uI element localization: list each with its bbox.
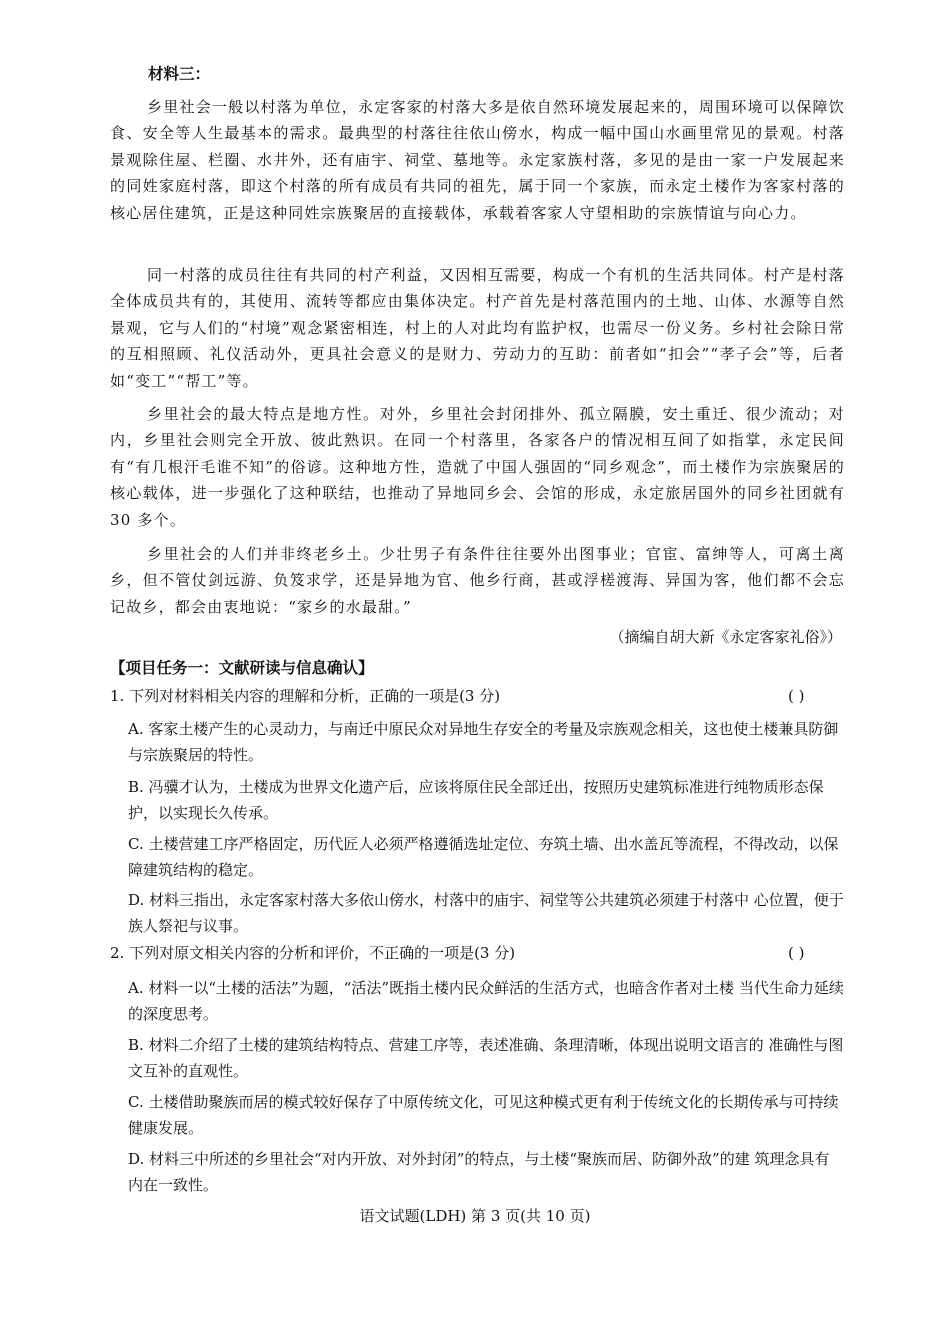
source-citation: （摘编自胡大新《永定客家礼俗》） [609, 628, 842, 646]
question-1-option-d: D. 材料三指出，永定客家村落大多依山傍水，村落中的庙宇、祠堂等公共建筑必须建于村落中 心位置，便于族人祭祀与议事。 [128, 891, 844, 935]
question-1-answer-blank: ( ) [788, 687, 805, 705]
question-1-stem: 1. 下列对材料相关内容的理解和分析，正确的一项是(3 分) [110, 687, 501, 705]
material-paragraph-4: 乡里社会的人们并非终老乡土。少壮男子有条件往往要外出图事业；官宦、富绅等人，可离土离乡，但不管仗剑远游、负笈求学，还是异地为官、他乡行商，甚或浮槎渡海、异国为客，他们都不会忘记故乡，都会由衷地说：“家乡的水最甜。” [110, 545, 845, 616]
task-heading: 【项目任务一：文献研读与信息确认】 [110, 658, 374, 677]
material-title: 材料三： [148, 64, 211, 83]
question-2-option-c: C. 土楼借助聚族而居的模式较好保存了中原传统文化，可见这种模式更有利于传统文化的长期传承与可持续健康发展。 [128, 1093, 839, 1137]
question-2-option-b: B. 材料二介绍了土楼的建筑结构特点、营建工序等，表述准确、条理清晰，体现出说明文语言的 准确性与图文互补的直观性。 [128, 1036, 844, 1080]
question-2-stem: 2. 下列对原文相关内容的分析和评价，不正确的一项是(3 分) [110, 944, 516, 962]
material-paragraph-1: 乡里社会一般以村落为单位，永定客家的村落大多是依自然环境发展起来的，周围环境可以保障饮食、安全等人生最基本的需求。最典型的村落往往依山傍水，构成一幅中国山水画里常见的景观。村落景观除住屋、栏圈、水井外，还有庙宇、祠堂、墓地等。永定家族村落，多见的是由一家一户发展起来的同姓家庭村落，即这个村落的所有成员有共同的祖先，属于同一个家族，而永定土楼作为客家村落的核心居住建筑，正是这种同姓宗族聚居的直接载体，承载着客家人守望相助的宗族情谊与向心力。 [110, 98, 845, 222]
question-2-option-d: D. 材料三中所述的乡里社会“对内开放、对外封闭”的特点，与土楼“聚族而居、防御外敌”的建 筑理念具有内在一致性。 [128, 1150, 830, 1194]
question-2-option-a: A. 材料一以“土楼的活法”为题，“活法”既指土楼内民众鲜活的生活方式，也暗含作者对土楼 当代生命力延续的深度思考。 [128, 979, 844, 1023]
question-2-answer-blank: ( ) [788, 944, 805, 962]
material-paragraph-2: 同一村落的成员往往有共同的村产利益，又因相互需要，构成一个有机的生活共同体。村产是村落全体成员共有的，其使用、流转等都应由集体决定。村产首先是村落范围内的土地、山体、水源等自然景观，它与人们的“村境”观念紧密相连，村上的人对此均有监护权，也需尽一份义务。乡村社会除日常的互相照顾、礼仪活动外，更具社会意义的是财力、劳动力的互助：前者如“扣会”“孝子会”等，后者如“变工”“帮工”等。 [110, 266, 845, 390]
page-footer: 语文试题(LDH) 第 3 页(共 10 页) [359, 1207, 591, 1225]
material-paragraph-3: 乡里社会的最大特点是地方性。对外，乡里社会封闭排外、孤立隔膜，安土重迁、很少流动；对内，乡里社会则完全开放、彼此熟识。在同一个村落里，各家各户的情况相互间了如指掌，永定民间有“有几根汗毛谁不知”的俗谚。这种地方性，造就了中国人强固的“同乡观念”，而土楼作为宗族聚居的核心载体，进一步强化了这种联结，也推动了异地同乡会、会馆的形成，永定旅居国外的同乡社团就有 30 多个。 [110, 405, 845, 529]
question-1-option-a: A. 客家土楼产生的心灵动力，与南迁中原民众对异地生存安全的考量及宗族观念相关，这也使土楼兼具防御与宗族聚居的特性。 [128, 720, 839, 764]
question-1-option-b: B. 冯骥才认为，土楼成为世界文化遗产后，应该将原住民全部迁出，按照历史建筑标准进行纯物质形态保护，以实现长久传承。 [128, 778, 824, 822]
question-1-option-c: C. 土楼营建工序严格固定，历代匠人必须严格遵循选址定位、夯筑土墙、出水盖瓦等流程，不得改动，以保障建筑结构的稳定。 [128, 835, 839, 879]
